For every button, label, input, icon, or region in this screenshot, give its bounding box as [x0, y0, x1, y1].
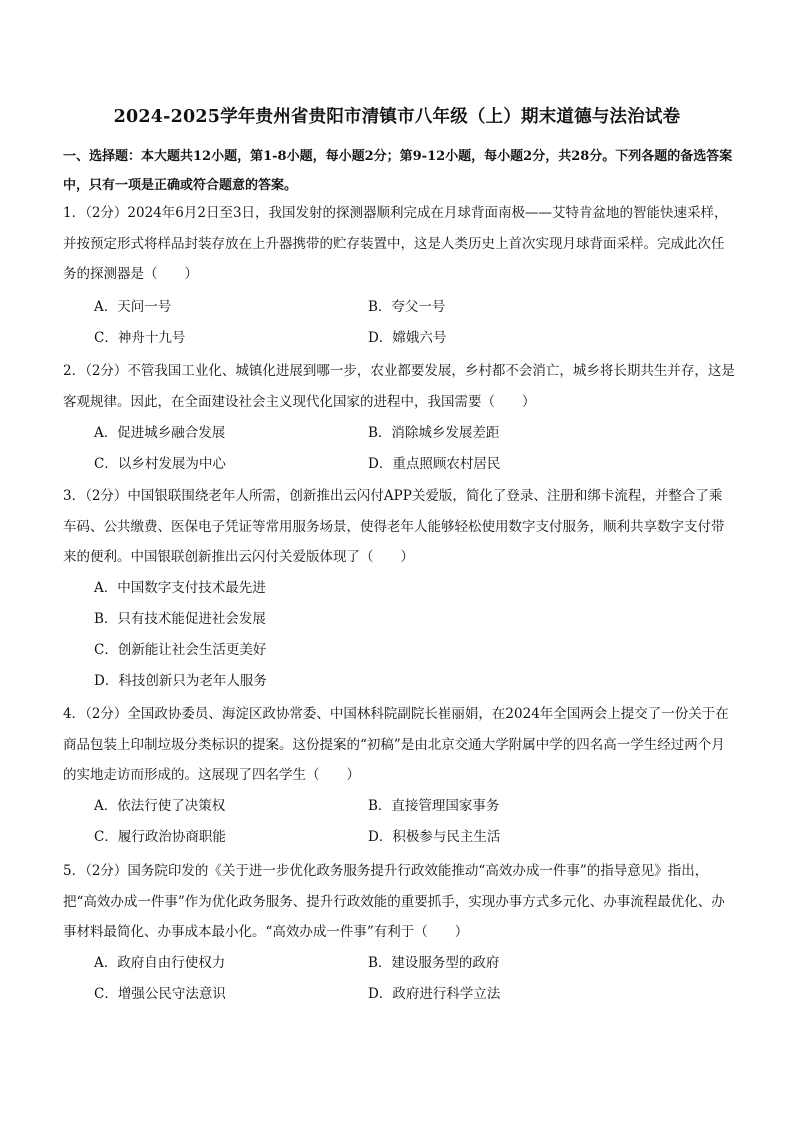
question-1	[63, 198, 735, 290]
option-d: D．嫦娥六号	[368, 330, 447, 346]
option-d: D．科技创新只为老年人服务	[94, 673, 267, 689]
option-a: A．天问一号	[94, 299, 172, 315]
question-2	[63, 356, 735, 417]
option-b: B．夸父一号	[368, 299, 446, 315]
option-c: C．履行政治协商职能	[94, 829, 226, 845]
option-d: D．重点照顾农村居民	[368, 456, 501, 472]
page-title: 2024-2025学年贵州省贵阳市清镇市八年级（上）期末道德与法治试卷	[113, 107, 681, 127]
option-a: A．促进城乡融合发展	[94, 425, 226, 441]
question-stem: 3．（2分）中国银联围绕老年人所需，创新推出云闪付APP关爱版，简化了登录、注册和绑卡流程，并整合了乘车码、公共缴费、医保电子凭证等常用服务场景，使得老年人能够轻松使用数字支付服务，顺利共享数字支付带来的便利。中国银联创新推出云闪付关爱版体现了（ ）	[63, 488, 725, 565]
option-c: C．增强公民守法意识	[94, 986, 226, 1002]
option-d: D．政府进行科学立法	[368, 986, 501, 1002]
option-c: C．神舟十九号	[94, 330, 186, 346]
question-3-options	[94, 573, 734, 697]
question-stem: 5．（2分）国务院印发的《关于进一步优化政务服务提升行政效能推动“高效办成一件事”的指导意见》指出，把“高效办成一件事”作为优化政务服务、提升行政效能的重要抓手，实现办事方式多元化、办事流程最优化、办事材料最简化、办事成本最小化。“高效办成一件事”有利于（ ）	[63, 863, 725, 940]
question-5-options	[94, 948, 734, 1010]
question-3	[63, 481, 735, 573]
option-a: A．中国数字支付技术最先进	[94, 580, 266, 596]
option-a: A．依法行使了决策权	[94, 798, 226, 814]
question-5	[63, 856, 735, 948]
option-b: B．直接管理国家事务	[368, 798, 500, 814]
question-stem: 1．（2分）2024年6月2日至3日，我国发射的探测器顺利完成在月球背面南极——艾特肯盆地的智能快速采样，并按预定形式将样品封装存放在上升器携带的贮存装置中，这是人类历史上首次实现月球背面采样。完成此次任务的探测器是（ ）	[63, 205, 728, 282]
question-2-options	[94, 418, 734, 480]
option-c: C．以乡村发展为中心	[94, 456, 226, 472]
option-a: A．政府自由行使权力	[94, 955, 226, 971]
option-b: B．消除城乡发展差距	[368, 425, 500, 441]
option-d: D．积极参与民主生活	[368, 829, 501, 845]
option-b: B．只有技术能促进社会发展	[94, 611, 266, 627]
question-stem: 4．（2分）全国政协委员、海淀区政协常委、中国林科院副院长崔丽娟，在2024年全国两会上提交了一份关于在商品包装上印制垃圾分类标识的提案。这份提案的“初稿”是由北京交通大学附属中学的四名高一学生经过两个月的实地走访而形成的。这展现了四名学生（ ）	[63, 706, 729, 783]
option-c: C．创新能让社会生活更美好	[94, 642, 267, 658]
question-stem: 2．（2分）不管我国工业化、城镇化进展到哪一步，农业都要发展，乡村都不会消亡，城乡将长期共生并存，这是客观规律。因此，在全面建设社会主义现代化国家的进程中，我国需要（ ）	[63, 363, 735, 410]
question-4-options	[94, 791, 734, 853]
question-4	[63, 699, 735, 791]
section-heading: 一、选择题：本大题共12小题，第1-8小题，每小题2分；第9-12小题，每小题2分，共28分。下列各题的备选答案中，只有一项是正确或符合题意的答案。	[63, 149, 733, 193]
question-1-options	[94, 292, 734, 354]
option-b: B．建设服务型的政府	[368, 955, 500, 971]
